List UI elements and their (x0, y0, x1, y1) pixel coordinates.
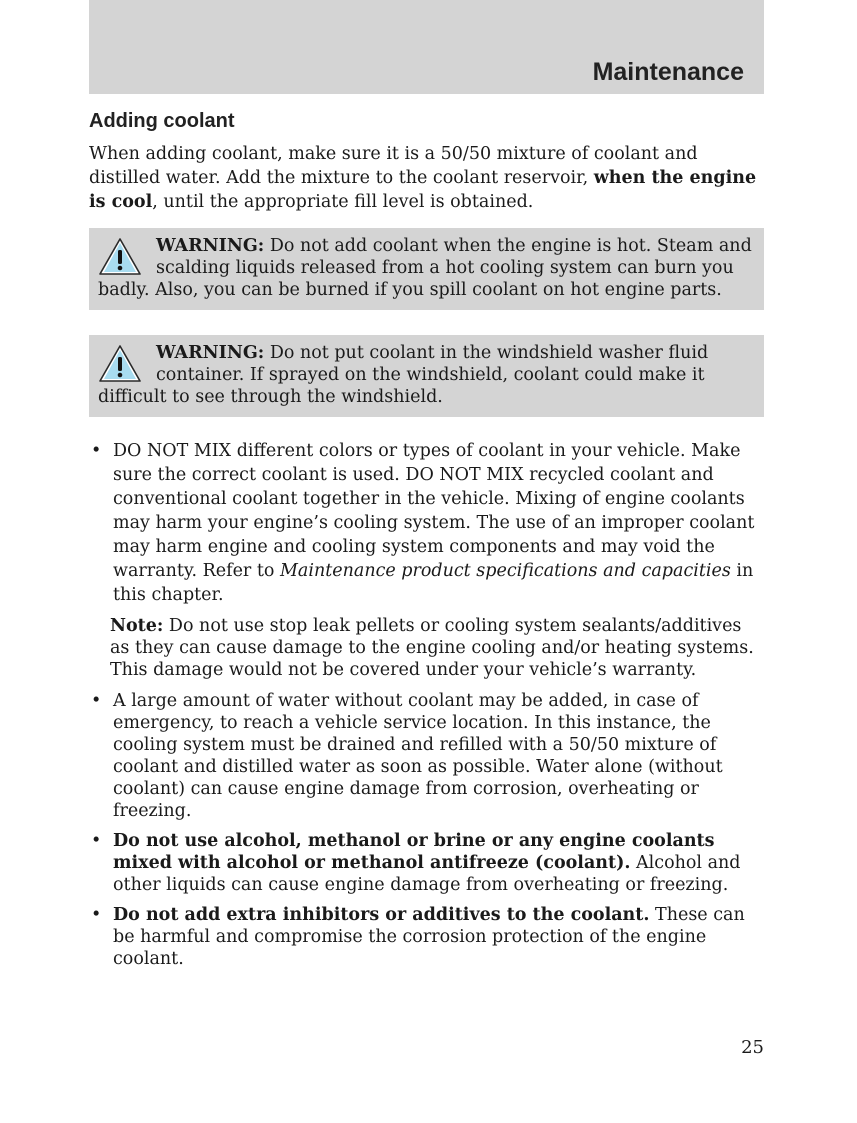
main-content (89, 110, 764, 970)
page-title: Maintenance (592, 58, 744, 86)
section-title: Adding coolant (89, 110, 235, 132)
note-paragraph: Note: Do not use stop leak pellets or cooling system sealants/additives as they can cause damage to the engine cooling and/or heating systems. This damage would not be covered under your vehicle’s warranty. (110, 616, 754, 680)
warning-box-hot-engine (89, 228, 764, 310)
warning-text: Do not add coolant when the engine is hot. Steam and scalding liquids released from a hot cooling system can burn you badly. Also, you can be burned if you spill coolant on hot engine parts. (98, 236, 752, 300)
warning-triangle-icon (98, 344, 142, 384)
coolant-bullet-list-continued (89, 690, 764, 970)
list-item-no-alcohol: • Do not use alcohol, methanol or brine or any engine coolants mixed with alcohol or methanol antifreeze (coolant). Alcohol and other liquids can cause engine damage from overheating or freezing. (91, 831, 741, 895)
bullet-icon: • (91, 831, 102, 851)
note-label: Note: (110, 616, 164, 636)
warning-label: WARNING: (156, 236, 265, 256)
intro-paragraph: When adding coolant, make sure it is a 50/50 mixture of coolant and distilled water. Add the mixture to the coolant reservoir, when the engine is cool, until the appropriate fill level is obtained. (89, 144, 757, 212)
warning-triangle-icon (98, 237, 142, 277)
coolant-bullet-list (89, 439, 764, 607)
bullet-icon: • (91, 905, 102, 925)
list-item-no-inhibitors: • Do not add extra inhibitors or additives to the coolant. These can be harmful and compromise the corrosion protection of the engine coolant. (91, 905, 745, 969)
page-number: 25 (741, 1037, 764, 1058)
bullet-icon: • (91, 441, 102, 461)
warning-box-washer-fluid (89, 335, 764, 417)
bullet-icon: • (91, 691, 102, 711)
intro-emphasis: when the engine is cool (89, 168, 757, 212)
warning-text: Do not put coolant in the windshield washer fluid container. If sprayed on the windshield, coolant could make it difficult to see through the windshield. (98, 343, 709, 407)
list-item-water-emergency: • A large amount of water without coolant may be added, in case of emergency, to reach a vehicle service location. In this instance, the cooling system must be drained and refilled with a 50/50 mixture of coolant and distilled water as soon as possible. Water alone (without coolant) can cause engine damage from corrosion, overheating or freezing. (91, 691, 723, 821)
header-band (89, 0, 764, 94)
list-item-do-not-mix: • DO NOT MIX different colors or types of coolant in your vehicle. Make sure the correct coolant is used. DO NOT MIX recycled coolant and conventional coolant together in the vehicle. Mixing of engine coolants may harm your engine’s cooling system. The use of an improper coolant may harm engine and cooling system components and may void the warranty. Refer to Maintenance product specifications and capacities in this chapter. (91, 441, 755, 605)
cross-reference: Maintenance product specifications and capacities (280, 561, 731, 581)
warning-label: WARNING: (156, 343, 265, 363)
